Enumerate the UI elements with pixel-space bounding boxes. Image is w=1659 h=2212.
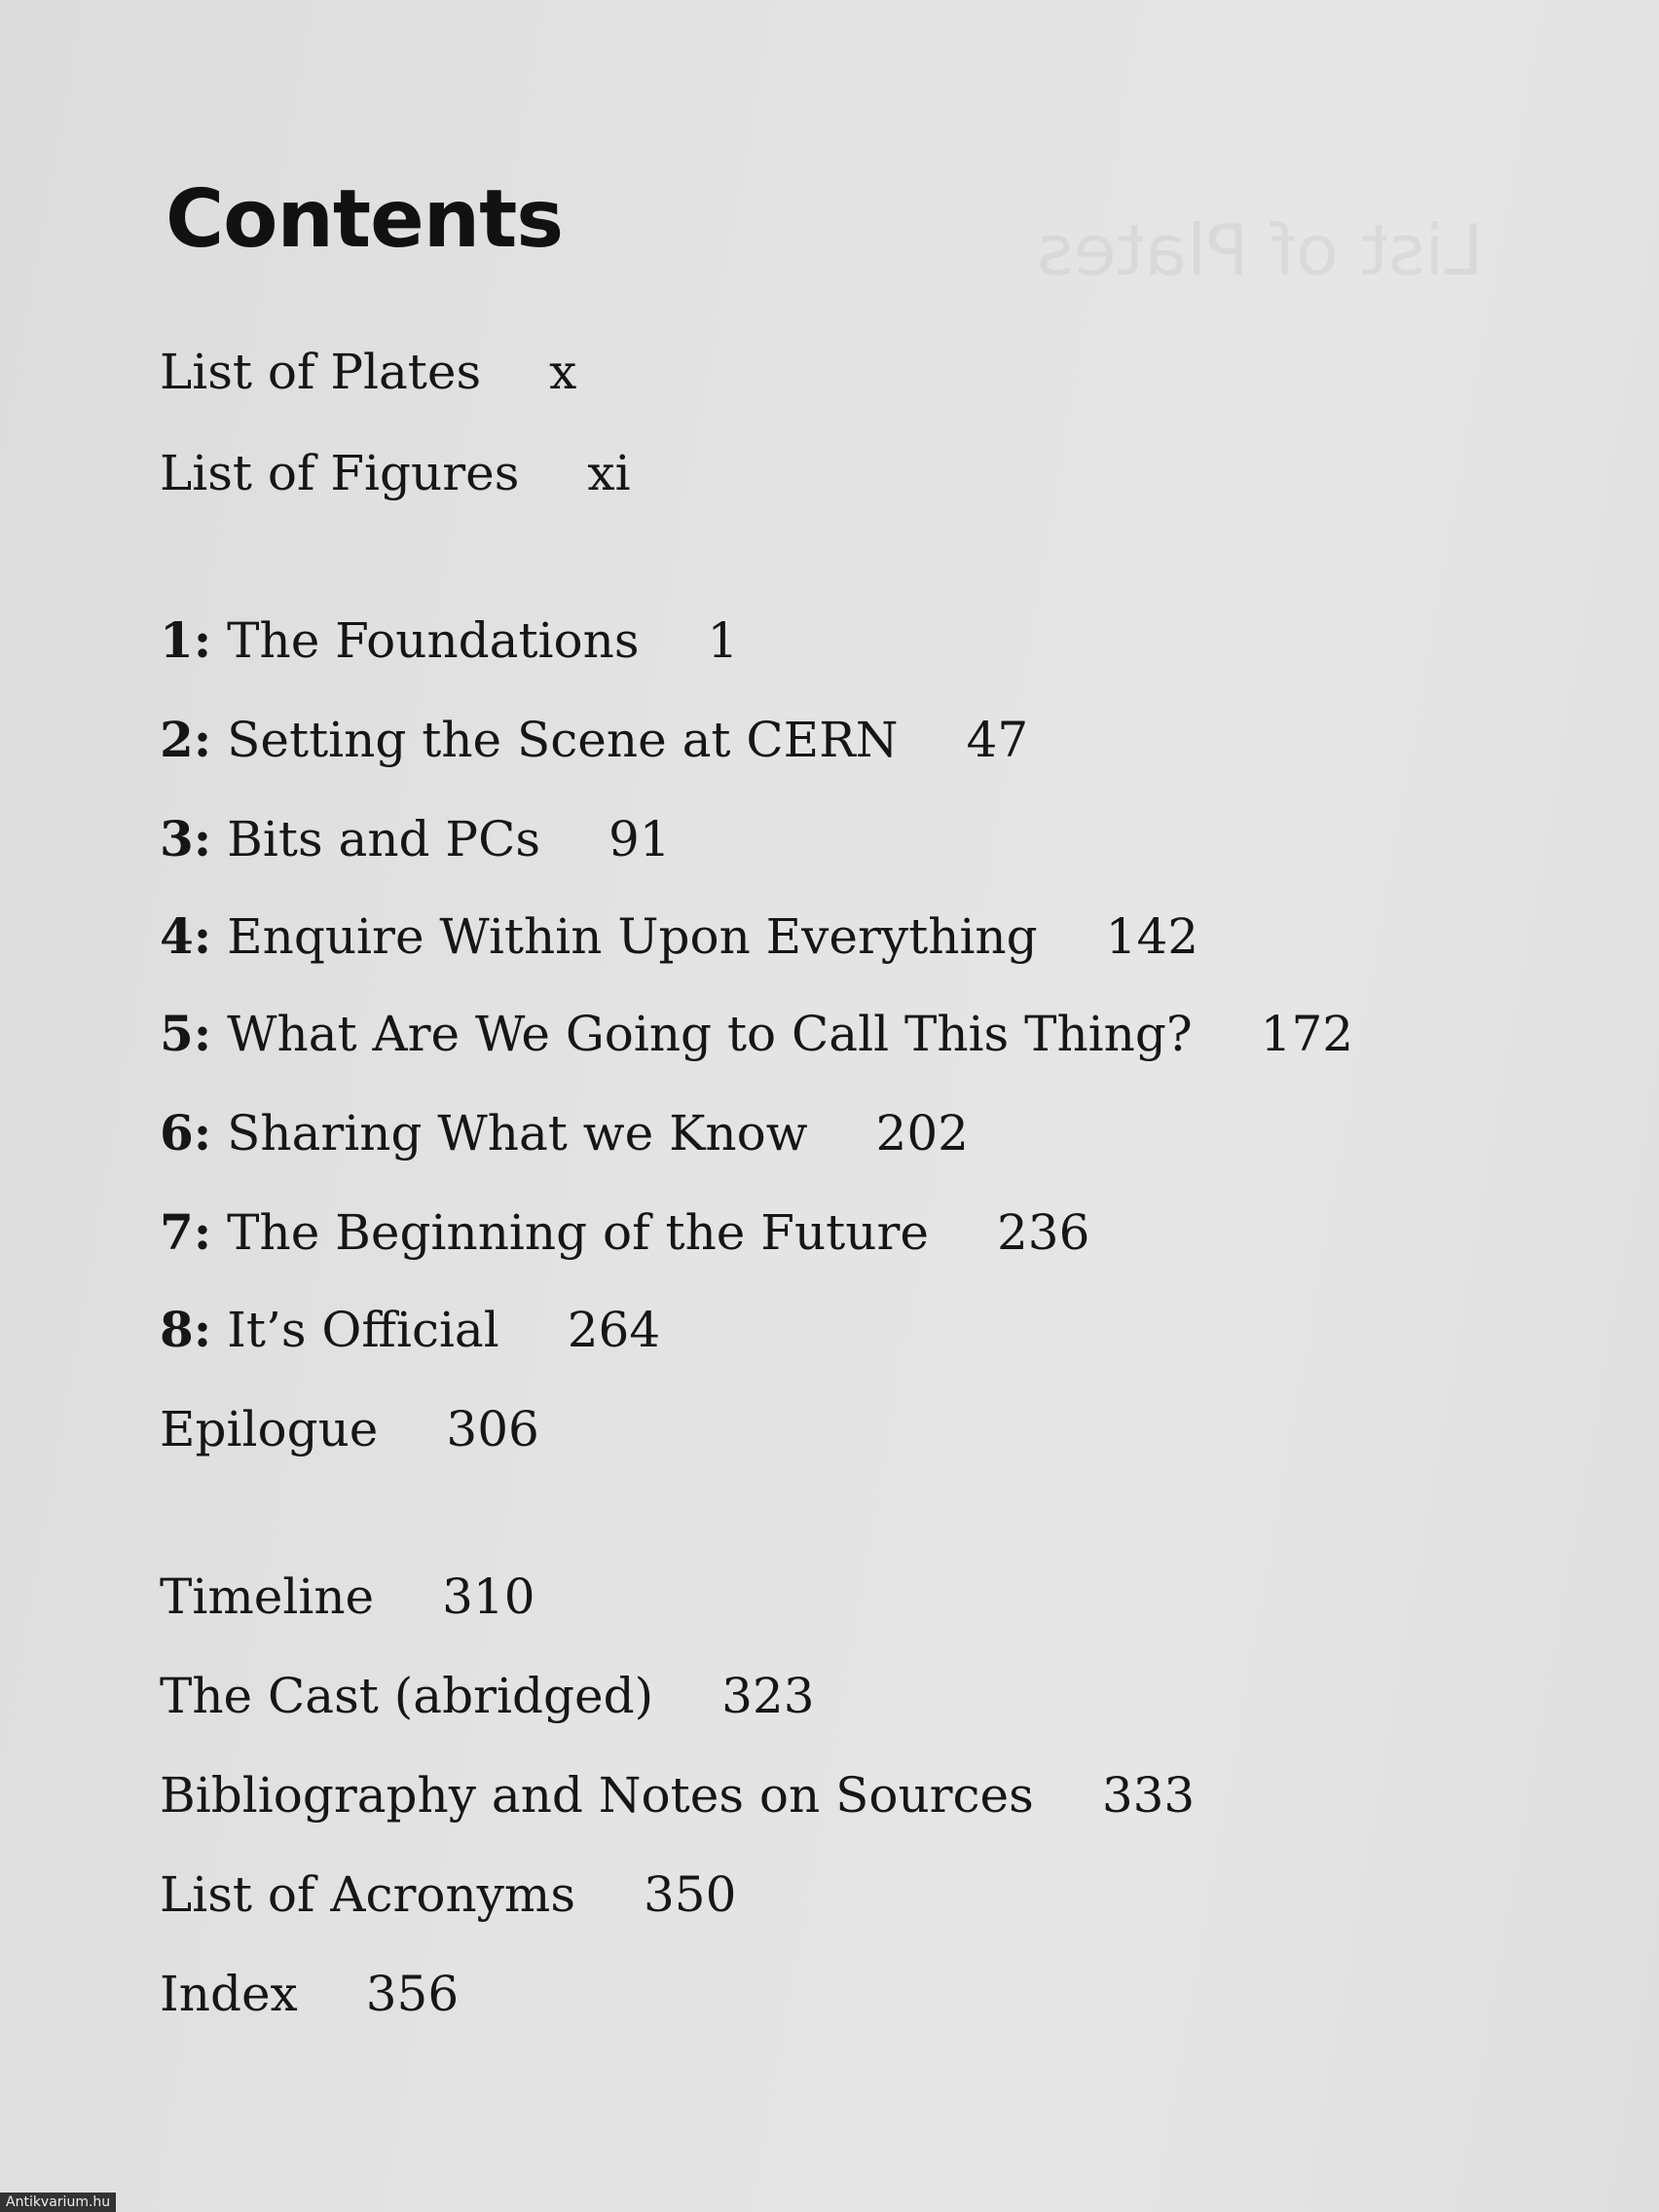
page-number: x [549,344,577,400]
page-number: 264 [567,1302,661,1358]
toc-entry: 6: Sharing What we Know 202 [160,1104,969,1161]
page-number: 306 [446,1401,539,1457]
page-number: 91 [608,811,671,867]
toc-entry: 5: What Are We Going to Call This Thing? 172 [160,1005,1354,1062]
watermark: Antikvarium.hu [0,2193,116,2212]
page-number: 356 [365,1966,460,2022]
page-number: 310 [442,1568,535,1625]
toc-entry: Timeline 310 [160,1568,535,1625]
page-number: 172 [1260,1006,1354,1062]
page-number: xi [587,445,631,501]
toc-entry: Bibliography and Notes on Sources 333 [160,1767,1196,1824]
toc-entry: 1: The Foundations 1 [160,611,739,669]
toc-entry: 4: Enquire Within Upon Everything 142 [160,907,1199,965]
page-number: 142 [1105,908,1199,965]
page-number: 1 [707,612,739,669]
toc-entry: 3: Bits and PCs 91 [160,810,671,867]
toc-entry: List of Figures xi [160,445,631,501]
show-through-text: List of Plates [1037,209,1484,291]
page-number: 202 [875,1105,969,1161]
toc-entry: 2: Setting the Scene at CERN 47 [160,711,1029,768]
toc-entry: List of Acronyms 350 [160,1866,737,1923]
page-number: 236 [996,1204,1090,1261]
toc-entry: List of Plates x [160,344,577,400]
page-number: 47 [966,712,1029,768]
toc-entry: The Cast (abridged) 323 [160,1668,815,1724]
page-title: Contents [166,173,564,266]
toc-entry: 7: The Beginning of the Future 236 [160,1203,1090,1261]
toc-entry: Index 356 [160,1966,460,2022]
toc-entry: 8: It’s Official 264 [160,1301,661,1358]
page-number: 333 [1101,1767,1196,1824]
toc-entry: Epilogue 306 [160,1401,539,1457]
page-number: 350 [643,1866,737,1923]
page-number: 323 [721,1668,815,1724]
